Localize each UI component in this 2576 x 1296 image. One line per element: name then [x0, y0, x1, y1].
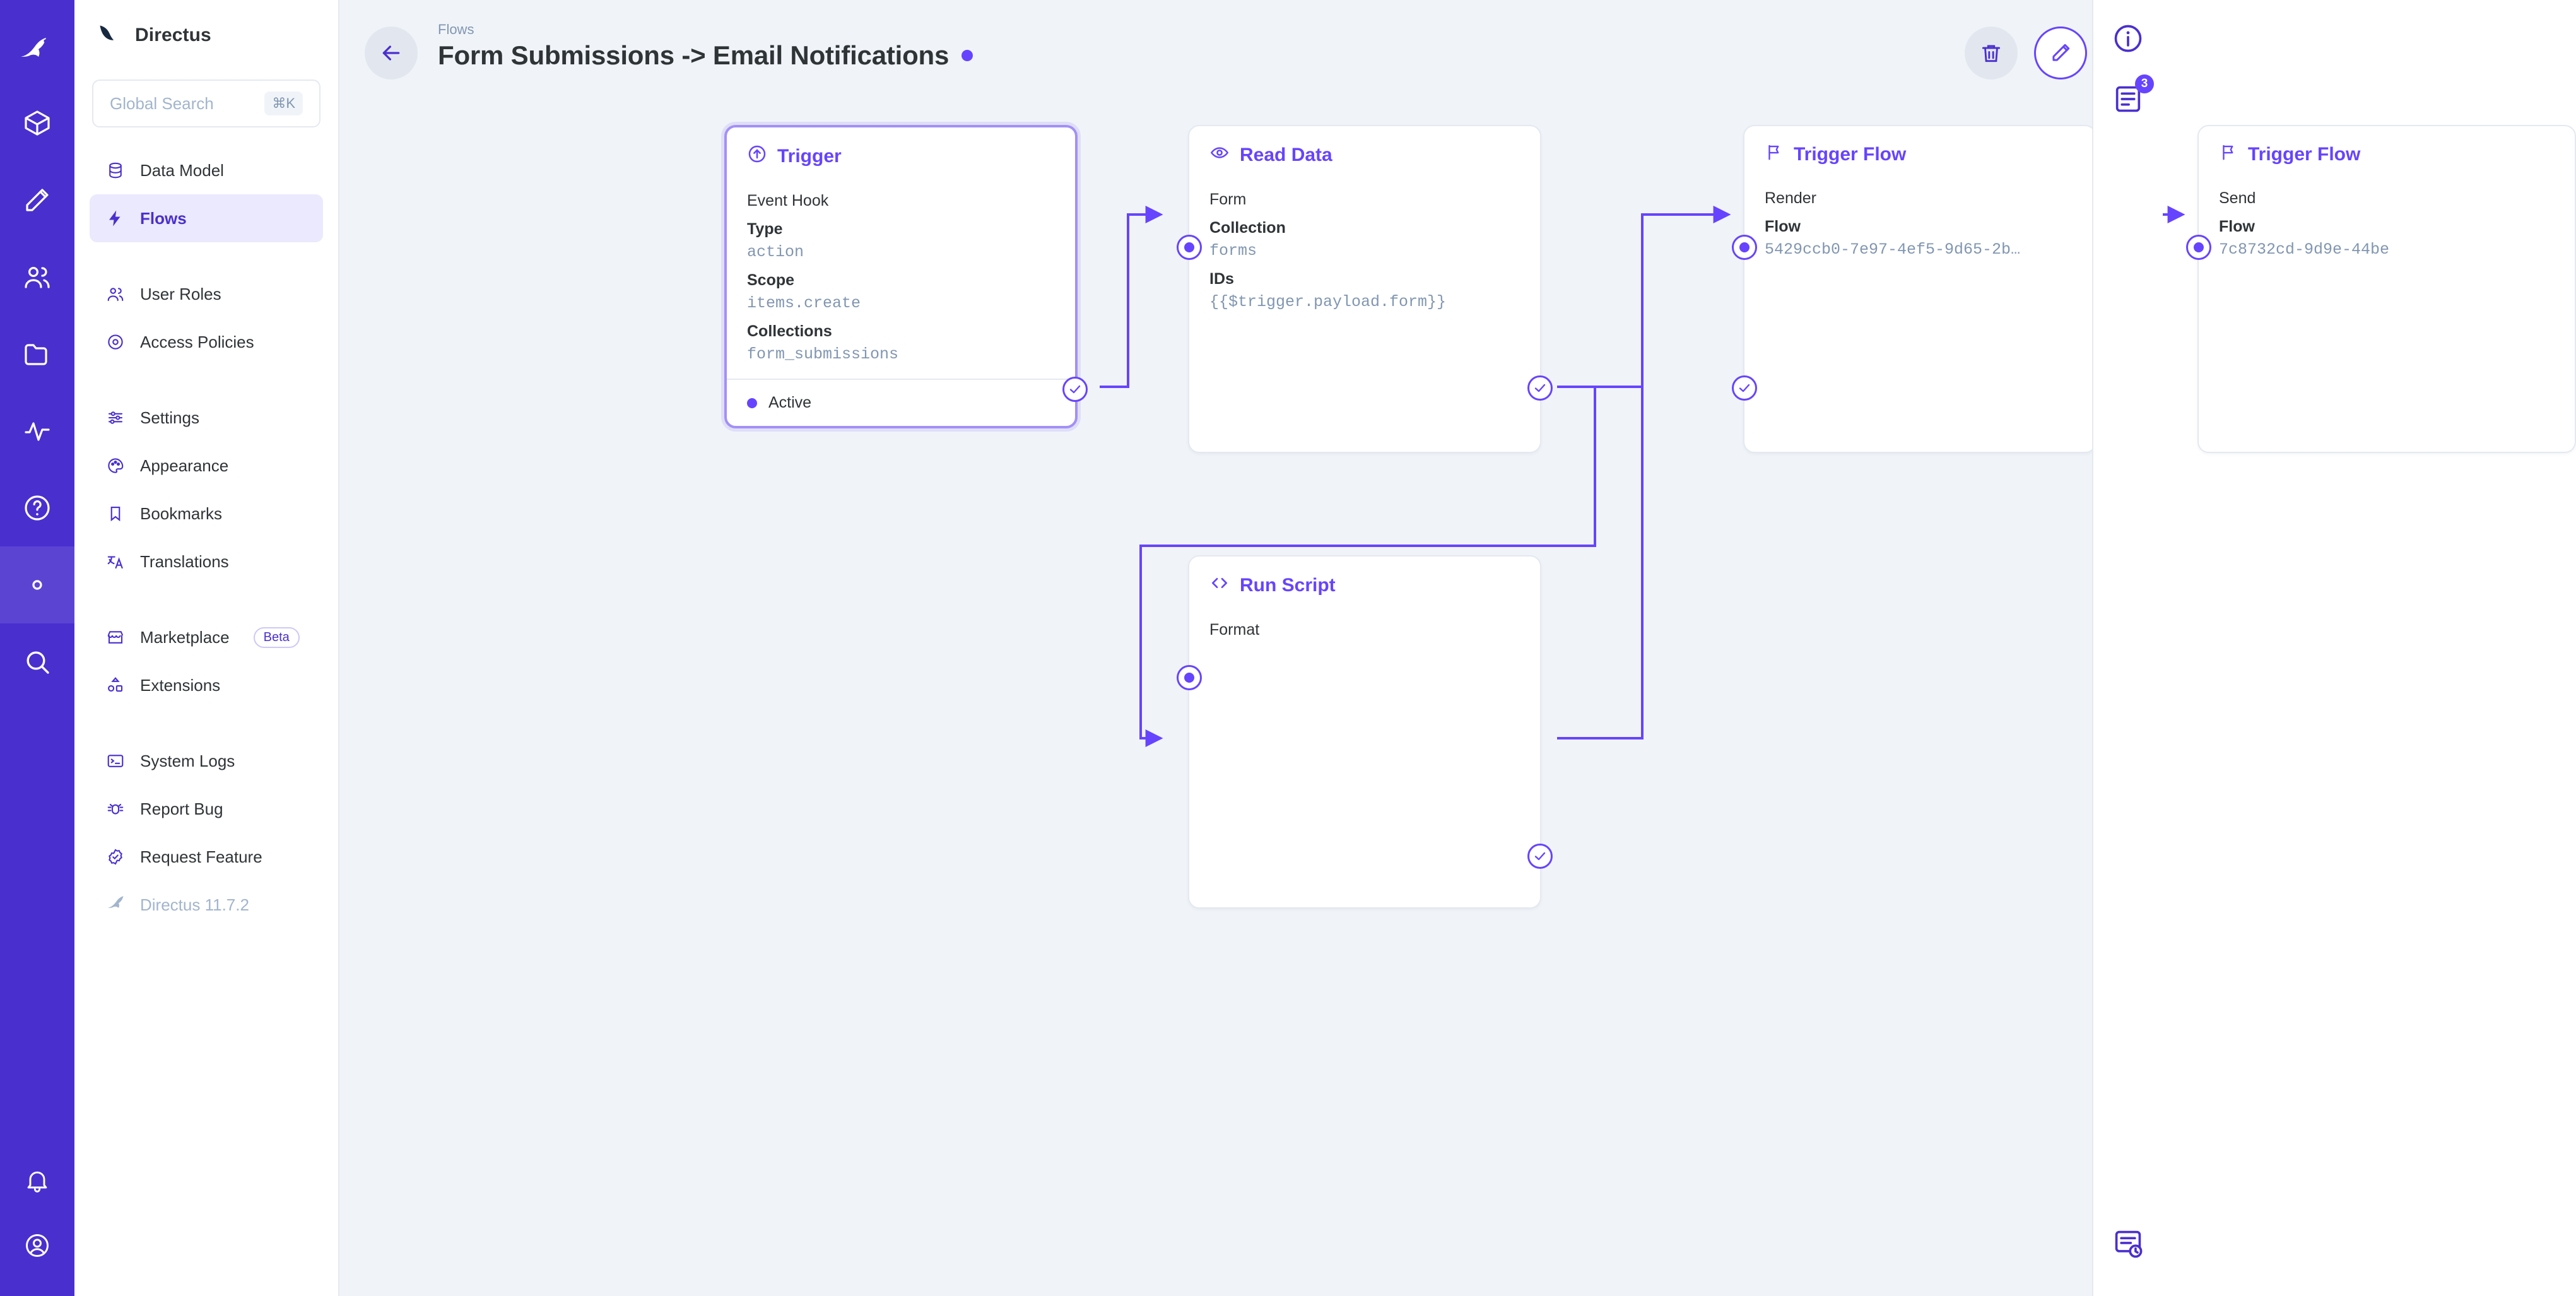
bell-icon: [23, 1167, 51, 1194]
check-icon: [1532, 849, 1548, 864]
flow-logs-button[interactable]: [2108, 1224, 2148, 1263]
field-label: Send: [2219, 189, 2256, 207]
global-search-placeholder: Global Search: [110, 93, 214, 113]
active-dot-icon: [747, 398, 757, 408]
sidebar-item-access-policies[interactable]: [90, 318, 323, 366]
sidebar-item-label: Settings: [140, 408, 199, 427]
access-policies-icon: [105, 331, 126, 353]
field-value: 7c8732cd-9d9e-44be: [2219, 240, 2390, 259]
trigger-flow-send-input-nub[interactable]: [2186, 235, 2211, 260]
node-status-label: Active: [768, 394, 812, 411]
node-header: [1189, 557, 1540, 602]
trash-icon: [1979, 41, 2003, 65]
module-editor[interactable]: [0, 162, 74, 239]
insights-chart-icon: [22, 416, 52, 446]
sliders-icon: [105, 407, 126, 428]
module-content[interactable]: [0, 85, 74, 162]
field-label: Type: [747, 220, 783, 238]
sidebar-item-label: System Logs: [140, 751, 235, 770]
global-search-input[interactable]: [92, 80, 321, 127]
read-data-input-nub[interactable]: [1177, 235, 1202, 260]
logs-clock-icon: [2112, 1227, 2144, 1260]
flag-icon: [2219, 143, 2238, 167]
module-users[interactable]: [0, 239, 74, 315]
sidebar-item-request-feature[interactable]: [90, 833, 323, 881]
node-title: Trigger Flow: [1794, 144, 1907, 165]
sidebar-item-label: User Roles: [140, 284, 221, 303]
search-shortcut-hint: ⌘K: [264, 91, 303, 115]
arrow-left-icon: [379, 40, 404, 66]
field-value: forms: [1209, 242, 1257, 260]
sidebar-item-bookmarks[interactable]: [90, 490, 323, 538]
trigger-flow-render-resolve-nub[interactable]: [1732, 375, 1757, 401]
field-label: Collection: [1209, 219, 1286, 237]
sidebar-item-extensions[interactable]: [90, 661, 323, 709]
pencil-icon: [2049, 41, 2073, 65]
sidebar-item-label: Translations: [140, 551, 229, 571]
delete-flow-button[interactable]: [1965, 27, 2018, 80]
node-header: [1744, 126, 2095, 170]
flow-info-button[interactable]: [2108, 19, 2148, 58]
content-box-icon: [22, 108, 52, 138]
project-header: [74, 0, 338, 71]
eye-icon: [1209, 143, 1230, 168]
help-circle-icon: [22, 493, 52, 523]
field-value: {{$trigger.payload.form}}: [1209, 293, 1447, 311]
sidebar-item-appearance[interactable]: [90, 442, 323, 490]
field-label: Form: [1209, 191, 1247, 208]
trigger-output-nub[interactable]: [1062, 377, 1088, 402]
module-help[interactable]: [0, 469, 74, 546]
node-body: [2199, 170, 2575, 274]
node-title: Trigger Flow: [2248, 144, 2361, 165]
check-icon: [1737, 380, 1752, 396]
bolt-icon: [105, 208, 126, 229]
sidebar-item-label: Access Policies: [140, 332, 254, 351]
account-circle-icon: [23, 1232, 51, 1259]
trigger-flow-render-input-nub[interactable]: [1732, 235, 1757, 260]
directus-logo[interactable]: [0, 14, 74, 85]
edit-pencil-icon: [22, 185, 52, 215]
code-brackets-icon: [1209, 573, 1230, 598]
sidebar-item-label: Bookmarks: [140, 504, 223, 523]
flag-icon: [1765, 143, 1784, 167]
title-block: [438, 21, 973, 71]
flow-node-read-data[interactable]: [1188, 125, 1541, 453]
bookmark-icon: [105, 503, 126, 524]
read-data-resolve-nub[interactable]: [1527, 375, 1553, 401]
flow-node-run-script[interactable]: [1188, 555, 1541, 909]
feature-request-icon: [105, 846, 126, 868]
trigger-bolt-icon: [747, 144, 767, 169]
database-icon: [105, 160, 126, 181]
sidebar-item-label: Extensions: [140, 675, 221, 695]
sidebar-item-label: Request Feature: [140, 847, 262, 866]
directus-mark-icon: [97, 24, 122, 47]
flow-canvas[interactable]: [339, 95, 2390, 1296]
module-bar: [0, 0, 74, 1296]
sidebar-item-label: Flows: [140, 208, 187, 228]
node-header: [1189, 126, 1540, 172]
check-icon: [1067, 382, 1083, 397]
back-button[interactable]: [365, 27, 418, 80]
run-script-resolve-nub[interactable]: [1527, 844, 1553, 869]
bug-icon: [105, 798, 126, 820]
translate-icon: [105, 551, 126, 572]
field-value: 5429ccb0-7e97-4ef5-9d65-2b…: [1765, 240, 2021, 259]
folder-files-icon: [22, 339, 52, 369]
module-insights[interactable]: [0, 392, 74, 469]
users-icon: [22, 262, 52, 292]
field-label: Collections: [747, 322, 832, 340]
sidebar-item-marketplace[interactable]: [90, 613, 323, 661]
module-search[interactable]: [0, 623, 74, 700]
node-header: [727, 127, 1075, 173]
node-footer: [727, 379, 1075, 426]
node-title: Run Script: [1240, 575, 1336, 596]
account-button[interactable]: [0, 1219, 74, 1296]
field-label: Flow: [1765, 218, 1801, 235]
sidebar-item-flows[interactable]: [90, 194, 323, 242]
navigation-sidebar: [74, 0, 339, 1296]
sidebar-item-label: Report Bug: [140, 799, 223, 818]
sidebar-item-version: [90, 881, 323, 929]
field-value: form_submissions: [747, 345, 899, 363]
module-settings[interactable]: [0, 546, 74, 623]
node-title: Trigger: [777, 146, 842, 167]
node-body: [1744, 170, 2095, 274]
page-header: [339, 0, 2163, 95]
breadcrumb[interactable]: Flows: [438, 21, 474, 37]
terminal-icon: [105, 750, 126, 772]
sidebar-item-user-roles[interactable]: [90, 270, 323, 318]
node-header: [2199, 126, 2575, 170]
field-label: Event Hook: [747, 192, 829, 209]
right-sidebar: [2092, 0, 2163, 1296]
field-value: items.create: [747, 294, 861, 312]
header-actions: [1965, 27, 2087, 80]
node-body: [727, 173, 1075, 379]
flow-node-trigger-flow-send[interactable]: [2197, 125, 2576, 453]
check-icon: [1532, 380, 1548, 396]
edit-flow-button[interactable]: [2034, 27, 2087, 80]
project-name: Directus: [135, 25, 211, 45]
sidebar-item-label: Data Model: [140, 160, 224, 180]
field-label: Render: [1765, 189, 1816, 207]
field-label: IDs: [1209, 270, 1234, 288]
field-label: Scope: [747, 271, 795, 289]
marketplace-beta-badge: Beta: [254, 627, 300, 648]
flow-revisions-button[interactable]: [2108, 77, 2148, 119]
sidebar-item-label: Directus 11.7.2: [140, 895, 249, 914]
main-area: [339, 0, 2390, 1296]
module-files[interactable]: [0, 315, 74, 392]
flow-node-trigger-flow-render[interactable]: [1743, 125, 2097, 453]
settings-nav: [74, 146, 338, 929]
revisions-count-badge: 3: [2135, 74, 2154, 93]
status-badge: [962, 50, 973, 61]
flow-node-trigger[interactable]: [724, 125, 1078, 428]
sidebar-item-system-logs[interactable]: [90, 737, 323, 785]
search-icon: [22, 647, 52, 677]
sidebar-item-settings[interactable]: [90, 394, 323, 442]
sidebar-item-label: Marketplace: [140, 627, 230, 647]
field-label: Flow: [2219, 218, 2255, 235]
run-script-input-nub[interactable]: [1177, 665, 1202, 690]
sidebar-item-translations[interactable]: [90, 538, 323, 586]
extensions-icon: [105, 675, 126, 696]
sidebar-item-report-bug[interactable]: [90, 785, 323, 833]
node-body: [1189, 602, 1540, 654]
field-label: Format: [1209, 621, 1260, 639]
sidebar-item-data-model[interactable]: [90, 146, 323, 194]
sidebar-item-label: Appearance: [140, 456, 229, 475]
page-title: Form Submissions -> Email Notifications: [438, 40, 950, 70]
node-body: [1189, 172, 1540, 326]
node-title: Read Data: [1240, 144, 1332, 165]
palette-icon: [105, 455, 126, 476]
notifications-button[interactable]: [0, 1142, 74, 1219]
field-value: action: [747, 243, 804, 261]
directus-rabbit-icon: [105, 894, 126, 916]
gear-icon: [22, 570, 52, 600]
user-roles-icon: [105, 283, 126, 305]
info-circle-icon: [2112, 22, 2144, 55]
storefront-icon: [105, 627, 126, 648]
